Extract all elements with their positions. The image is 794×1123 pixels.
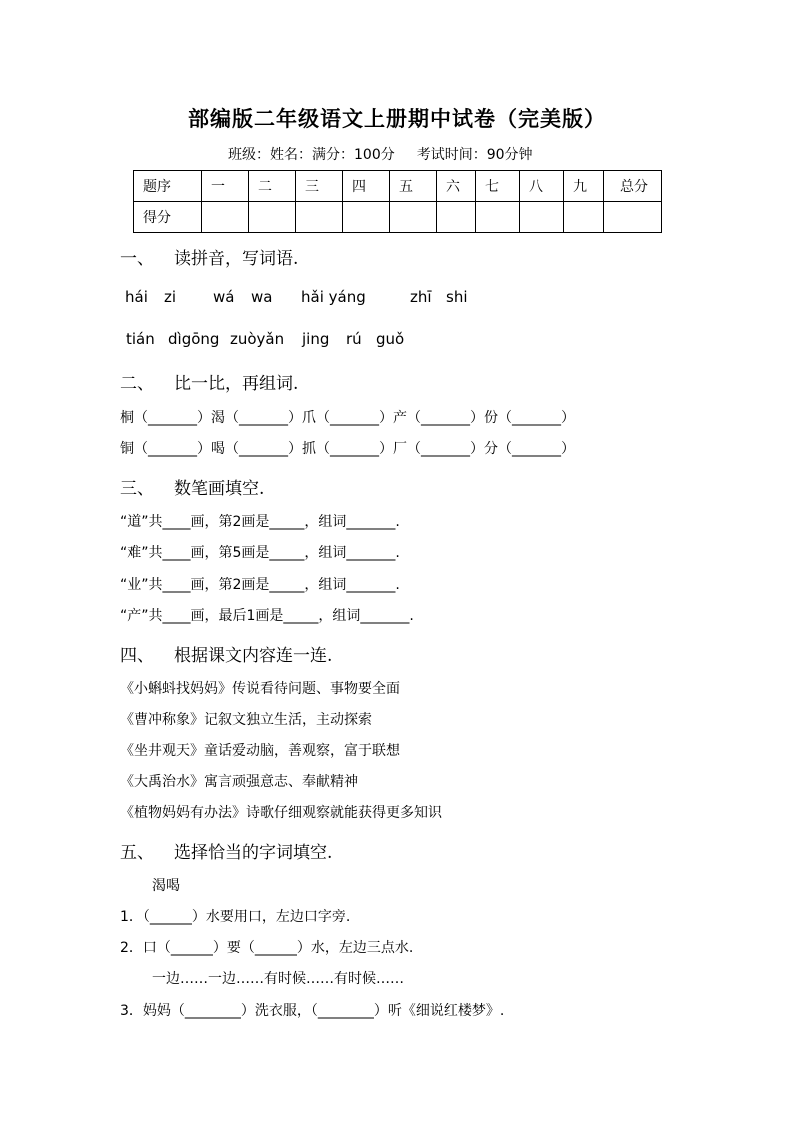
- section-number: 三、: [120, 479, 154, 499]
- pinyin-item: dìgōng: [168, 330, 220, 348]
- score-header-cell: 四: [343, 171, 390, 202]
- section-5-heading: [120, 838, 332, 863]
- compare-row-1: 桐（_______）渴（_______）爪（_______）产（_______）份（_______）: [120, 410, 575, 426]
- score-table: [133, 170, 662, 233]
- section-1-heading: [120, 244, 298, 269]
- score-cell[interactable]: [249, 202, 296, 233]
- match-item: 《曹冲称象》记叙文独立生活，主动探索: [120, 712, 372, 728]
- section-number: 四、: [120, 646, 154, 666]
- stroke-question: “道”共____画，第2画是_____，组词_______.: [120, 514, 400, 530]
- pinyin-item: hái: [125, 288, 148, 306]
- match-item: 《坐井观天》童话爱动脑，善观察，富于联想: [120, 743, 400, 759]
- stroke-question: “难”共____画，第5画是_____，组词_______.: [120, 545, 400, 561]
- pinyin-item: shi: [446, 288, 468, 306]
- section-number: 一、: [120, 249, 154, 269]
- pinyin-item: wa: [251, 288, 273, 306]
- pinyin-item: hǎi yáng: [301, 288, 366, 306]
- score-header-cell: 总分: [604, 171, 662, 202]
- section-title: 数笔画填空.: [174, 479, 265, 499]
- section-3-heading: [120, 474, 264, 499]
- fill-question: 1．（______）水要用口，左边口字旁.: [120, 909, 351, 925]
- compare-row-2: 铜（_______）喝（_______）抓（_______）厂（_______）分（_______）: [120, 441, 575, 457]
- word-choices: 渴喝: [152, 878, 180, 894]
- score-cell[interactable]: [564, 202, 604, 233]
- exam-info-left: 班级：姓名：满分：100分: [228, 147, 395, 163]
- pinyin-item: zi: [164, 288, 177, 306]
- pinyin-item: wá: [213, 288, 235, 306]
- score-header-cell: 三: [296, 171, 343, 202]
- fill-question: 2．口（______）要（______）水，左边三点水.: [120, 940, 414, 956]
- score-cell[interactable]: [343, 202, 390, 233]
- section-title: 选择恰当的字词填空.: [174, 843, 333, 863]
- score-cell[interactable]: [476, 202, 520, 233]
- fill-question: 3．妈妈（________）洗衣服，（________）听《细说红楼梦》.: [120, 1003, 505, 1019]
- score-header-cell: 五: [390, 171, 437, 202]
- score-header-cell: 六: [437, 171, 476, 202]
- word-choices: 一边……一边……有时候……有时候……: [152, 971, 404, 987]
- section-4-heading: [120, 641, 332, 666]
- score-header-cell: 七: [476, 171, 520, 202]
- pinyin-item: zuòyǎn: [230, 330, 285, 348]
- pinyin-item: jing: [302, 330, 330, 348]
- score-table-score-row: [134, 202, 662, 233]
- exam-info-right: 考试时间：90分钟: [416, 147, 533, 163]
- stroke-question: “产”共____画，最后1画是_____，组词_______.: [120, 608, 414, 624]
- section-title: 根据课文内容连一连.: [174, 646, 333, 666]
- pinyin-item: guǒ: [376, 330, 405, 348]
- page-title: 部编版二年级语文上册期中试卷（完美版）: [188, 106, 606, 131]
- exam-info: [228, 144, 533, 164]
- section-title: 比一比，再组词.: [174, 374, 299, 394]
- section-title: 读拼音，写词语.: [174, 249, 299, 269]
- score-table-header-row: [134, 171, 662, 202]
- match-item: 《大禹治水》寓言顽强意志、奉献精神: [120, 774, 358, 790]
- score-row-label: 得分: [134, 202, 202, 233]
- score-cell[interactable]: [296, 202, 343, 233]
- section-number: 五、: [120, 843, 154, 863]
- pinyin-item: rú: [346, 330, 362, 348]
- score-cell[interactable]: [604, 202, 662, 233]
- score-cell[interactable]: [202, 202, 249, 233]
- score-cell[interactable]: [520, 202, 564, 233]
- score-header-cell: 二: [249, 171, 296, 202]
- section-number: 二、: [120, 374, 154, 394]
- match-item: 《小蝌蚪找妈妈》传说看待问题、事物要全面: [120, 681, 400, 697]
- match-item: 《植物妈妈有办法》诗歌仔细观察就能获得更多知识: [120, 805, 442, 821]
- stroke-question: “业”共____画，第2画是_____，组词_______.: [120, 577, 400, 593]
- pinyin-item: zhī: [410, 288, 432, 306]
- score-header-cell: 题序: [134, 171, 202, 202]
- score-cell[interactable]: [437, 202, 476, 233]
- score-header-cell: 九: [564, 171, 604, 202]
- score-header-cell: 八: [520, 171, 564, 202]
- score-header-cell: 一: [202, 171, 249, 202]
- pinyin-item: tián: [126, 330, 155, 348]
- score-cell[interactable]: [390, 202, 437, 233]
- section-2-heading: [120, 369, 298, 394]
